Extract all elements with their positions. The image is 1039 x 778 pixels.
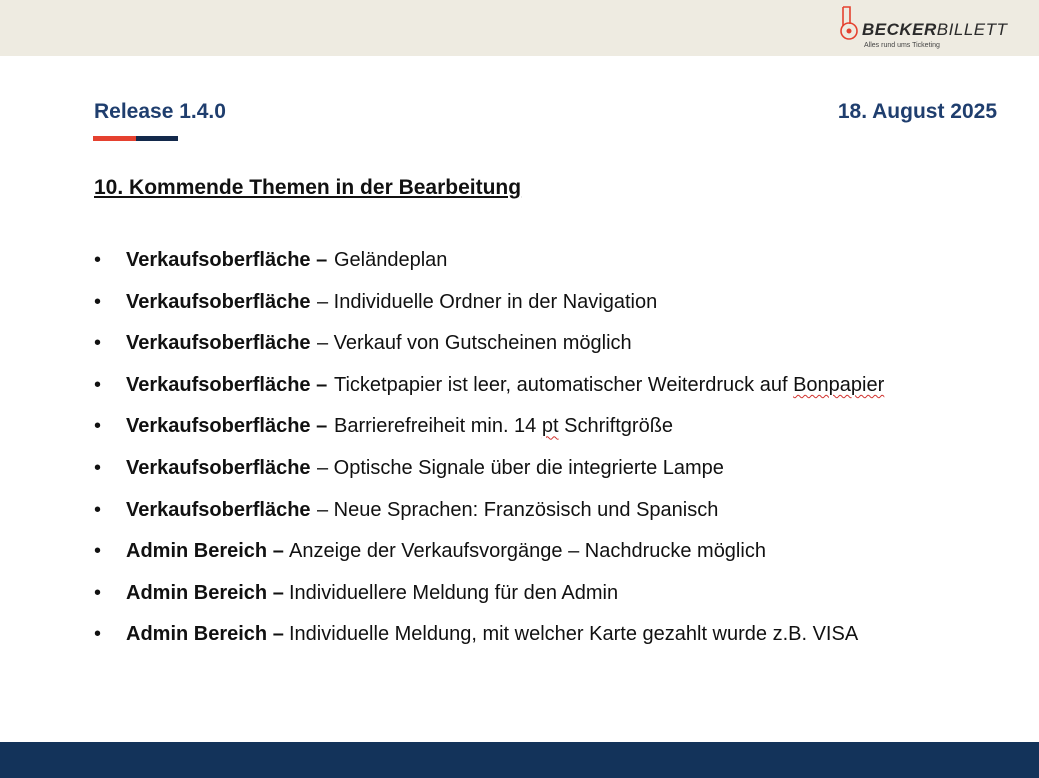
item-description: – Optische Signale über die integrierte Lampe [317, 456, 724, 479]
item-description: – Neue Sprachen: Französisch und Spanisch [317, 498, 719, 521]
title-accent-red [93, 136, 136, 141]
logo-word-regular: BILLETT [936, 20, 1008, 39]
item-label: Admin Bereich – [126, 623, 284, 646]
spellcheck-word: Bonpapier [793, 373, 885, 396]
item-label: Admin Bereich – [126, 581, 284, 604]
logo-tagline: Alles rund ums Ticketing [864, 42, 940, 49]
bullet-icon: • [94, 332, 102, 355]
beckerbillett-logo [838, 4, 1008, 52]
item-label: Admin Bereich – [126, 540, 284, 563]
item-description-tail: Schriftgröße [558, 415, 674, 438]
release-title: Release 1.4.0 [94, 100, 226, 123]
bullet-icon: • [94, 415, 102, 438]
logo-wordmark [862, 20, 1007, 40]
section-heading: 10. Kommende Themen in der Bearbeitung [94, 176, 522, 199]
item-label: Verkaufsoberfläche [126, 456, 311, 479]
logo-word-bold: BECKER [862, 20, 937, 39]
item-label: Verkaufsoberfläche [126, 332, 311, 355]
item-description-text: Barrierefreiheit min. 14 [334, 415, 542, 438]
item-label: Verkaufsoberfläche – [126, 373, 328, 396]
spellcheck-word: pt [541, 415, 559, 438]
release-date: 18. August 2025 [837, 100, 997, 123]
footer-band [0, 742, 1039, 778]
item-description: – Individuelle Ordner in der Navigation [317, 290, 658, 313]
item-description: Anzeige der Verkaufsvorgänge – Nachdrucke möglich [289, 540, 766, 563]
bullet-icon: • [94, 623, 102, 646]
item-description: – Verkauf von Gutscheinen möglich [317, 332, 632, 355]
title-accent-blue [136, 136, 178, 141]
item-description: Geländeplan [334, 249, 448, 271]
bullet-icon: • [94, 581, 102, 604]
bullet-icon: • [94, 249, 102, 271]
item-description: Individuellere Meldung für den Admin [289, 581, 619, 604]
bullet-icon: • [94, 290, 102, 313]
logo-mark-icon [838, 4, 862, 44]
bullet-icon: • [94, 456, 102, 479]
item-description [334, 412, 673, 440]
bullet-icon: • [94, 540, 102, 563]
header-band [0, 0, 1039, 56]
item-label: Verkaufsoberfläche [126, 498, 311, 521]
item-description [334, 371, 884, 399]
item-label: Verkaufsoberfläche [126, 290, 311, 313]
bullet-icon: • [94, 498, 102, 521]
item-label: Verkaufsoberfläche – [126, 415, 328, 438]
item-description: Individuelle Meldung, mit welcher Karte gezahlt wurde z.B. VISA [289, 623, 859, 646]
item-label: Verkaufsoberfläche – [126, 249, 328, 271]
bullet-icon: • [94, 373, 102, 396]
item-description-text: Ticketpapier ist leer, automatischer Weiterdruck auf [334, 373, 794, 396]
